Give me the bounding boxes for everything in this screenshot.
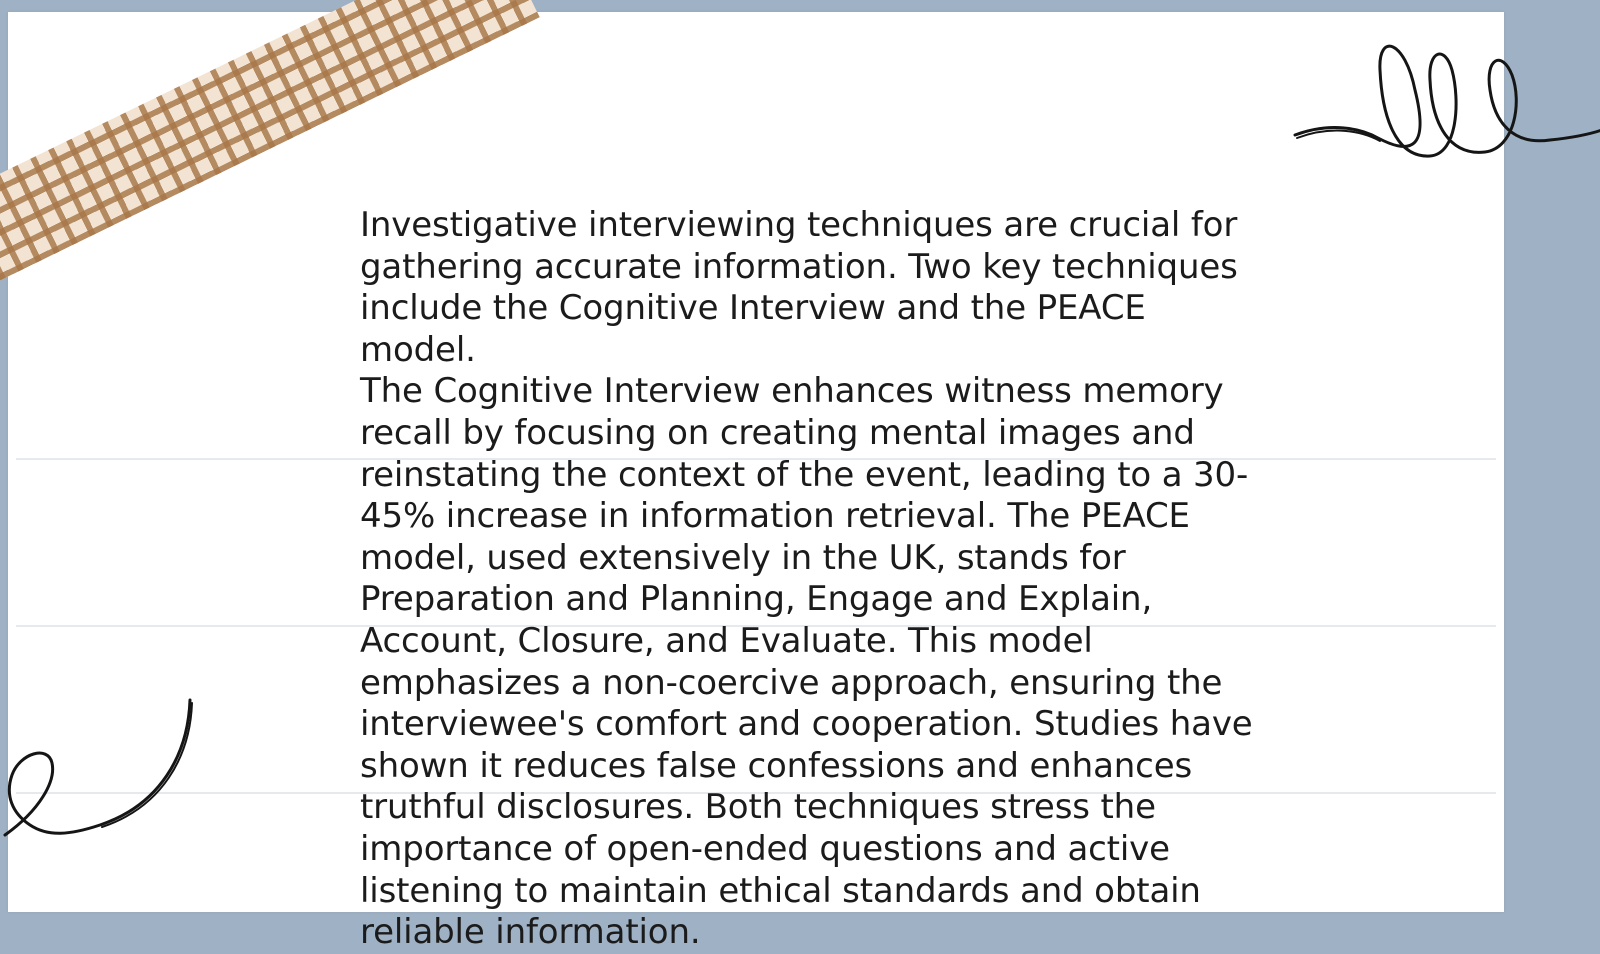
loop-swoosh-icon (0, 695, 200, 850)
body-paragraph: Investigative interviewing techniques are crucial for gathering accurate information. Two key techniques include the Cognitive Interview and the PEACE model. The Cognitive Interview enhances witness memory recall by focusing on creating mental images and reinstating the context of the event, leading to a 30- 45% increase in information retrieval. The PEACE model, used extensively in the UK, stands for Preparation and Planning, Engage and Explain, Account, Closure, and Evaluate. This model emphasizes a non-coercive approach, ensuring the interviewee's comfort and cooperation. Studies have shown it reduces false confessions and enhances truthful disclosures. Both techniques stress the importance of open-ended questions and active listening to maintain ethical standards and obtain reliable information. (360, 205, 1253, 953)
loop-scribble-icon (1290, 30, 1600, 165)
